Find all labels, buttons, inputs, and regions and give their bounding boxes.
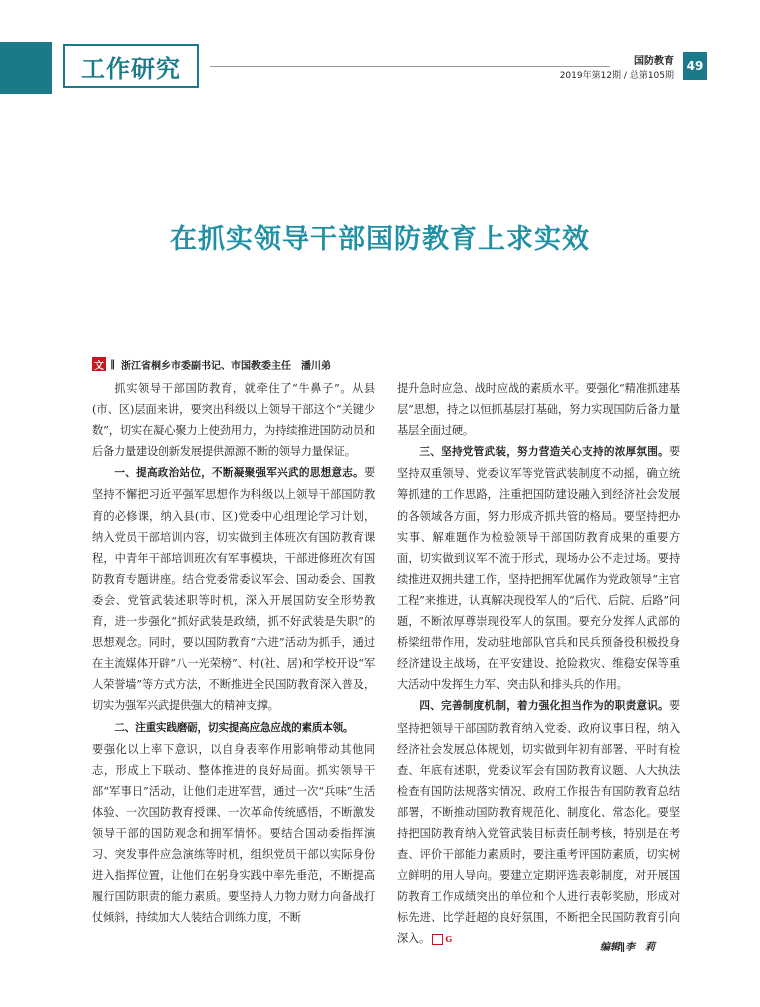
- header-accent-block: [0, 42, 52, 94]
- page-number: 49: [683, 52, 707, 80]
- paragraph: [92, 739, 375, 929]
- magazine-name: 国防教育: [634, 56, 674, 67]
- editor-credit: 编辑∥李 莉: [600, 942, 655, 953]
- paragraph-text: 要坚持双重领导、党委议军等党管武装制度不动摇，确立统筹抓建的工作思路，注重把国防建设融入到经济社会发展的各领域各方面，努力形成齐抓共管的格局。要坚持把办实事、解难题作为检验领导干部国防教育成果的重要方面，切实做到议军不流于形式，现场办公不走过场。要持续推进双拥共建工作，坚持把拥军优属作为党政领导“主官工程”来推进，认真解决现役军人的“后代、后院、后路”问题，不断浓厚尊崇现役军人的氛围。要充分发挥人武部的桥梁纽带作用，发动驻地部队官兵和民兵预备役积极投身经济建设主战场，在平安建设、抢险救灾、维稳安保等重大活动中发挥生力军、突击队和排头兵的作用。: [397, 445, 680, 692]
- section-heading: 一、提高政治站位，不断凝聚强军兴武的思想意志。: [114, 467, 364, 480]
- section-heading: 三、坚持党管武装，努力营造关心支持的浓厚氛围。: [419, 446, 669, 459]
- byline-mark: 文: [92, 357, 106, 371]
- paragraph-text: 抓实领导干部国防教育，就牵住了“牛鼻子”。从县(市、区)层面来讲，要突出科级以上领导干部这个“关键少数”，切实在凝心聚力上使劲用力，为持续推进国防动员和后备力量建设创新发展提供源源不断的领导力量保证。: [92, 382, 375, 459]
- section-heading: 四、完善制度机制，着力强化担当作为的职责意识。: [419, 700, 669, 713]
- paragraph-text: 要坚持不懈把习近平强军思想作为科级以上领导干部国防教育的必修课，纳入县(市、区)党委中心组理论学习计划，纳入党员干部培训内容，切实做到主体班次有国防教育课程，中青年干部培训班次有军事模块，干部进修班次有国防教育专题讲座。结合党委常委议军会、国动委会、国教委会、党管武装述职等时机，深入开展国防安全形势教育，进一步强化“抓好武装是政绩，抓不好武装是失职”的思想观念。同时，要以国防教育“六进”活动为抓手，通过在主流媒体开辟“八一光荣榜”、村(社、居)和学校开设“军人荣誉墙”等方式方法，不断推进全民国防教育深入普及，切实为强军兴武提供强大的精神支撑。: [92, 466, 375, 713]
- issue-info: 2019年第12期 / 总第105期: [559, 71, 674, 81]
- end-mark-icon: G: [432, 934, 443, 945]
- author: 浙江省桐乡市委副书记、市国教委主任 潘川弟: [121, 360, 331, 372]
- paragraph-text: 要强化以上率下意识，以自身表率作用影响带动其他同志，形成上下联动、整体推进的良好局面。抓实领导干部“军事日”活动，让他们走进军营，通过一次“兵味”生活体验、一次国防教育授课、一次革命传统感悟，不断激发领导干部的国防观念和拥军情怀。要结合国动委指挥演习、突发事件应急演练等时机，组织党员干部以实际身份进入指挥位置，让他们在躬身实践中率先垂范，不断提高履行国防职责的能力素质。要坚持人力物力财力向备战打仗倾斜，持续加大人装结合训练力度，不断: [92, 742, 375, 925]
- byline-separator: ‖: [110, 358, 115, 370]
- paragraph-text: 要坚持把领导干部国防教育纳入党委、政府议事日程，纳入经济社会发展总体规划，切实做到年初有部署、平时有检查、年底有述职，党委议军会有国防教育议题、人大执法检查有国防法规落实情况、政府工作报告有国防教育总结部署，不断推动国防教育规范化、制度化、常态化。要坚持把国防教育纳入党管武装目标责任制考核，特别是在考查、评价干部能力素质时，要注重考评国防素质，切实树立鲜明的用人导向。要建立定期评选表彰制度，对开展国防教育工作成绩突出的单位和个人进行表彰奖励，形成对标先进、比学赶超的良好氛围，不断把全民国防教育引向深入。: [397, 699, 680, 946]
- paragraph: [92, 462, 375, 716]
- header-divider: [210, 66, 610, 67]
- left-column: [92, 378, 375, 928]
- section-label: 工作研究: [63, 44, 199, 88]
- paragraph: [397, 695, 680, 949]
- paragraph-text: 提升急时应急、战时应战的素质水平。要强化“精准抓建基层”思想，持之以恒抓基层打基础，努力实现国防后备力量基层全面过硬。: [397, 382, 680, 438]
- paragraph: [92, 378, 375, 462]
- section-heading: 二、注重实践磨砺，切实提高应急应战的素质本领。: [114, 721, 354, 734]
- paragraph: [397, 378, 680, 441]
- paragraph: [92, 717, 375, 739]
- byline: [92, 357, 331, 371]
- paragraph: [397, 441, 680, 695]
- article-title: 在抓实领导干部国防教育上求实效: [170, 224, 590, 255]
- right-column: [397, 378, 680, 950]
